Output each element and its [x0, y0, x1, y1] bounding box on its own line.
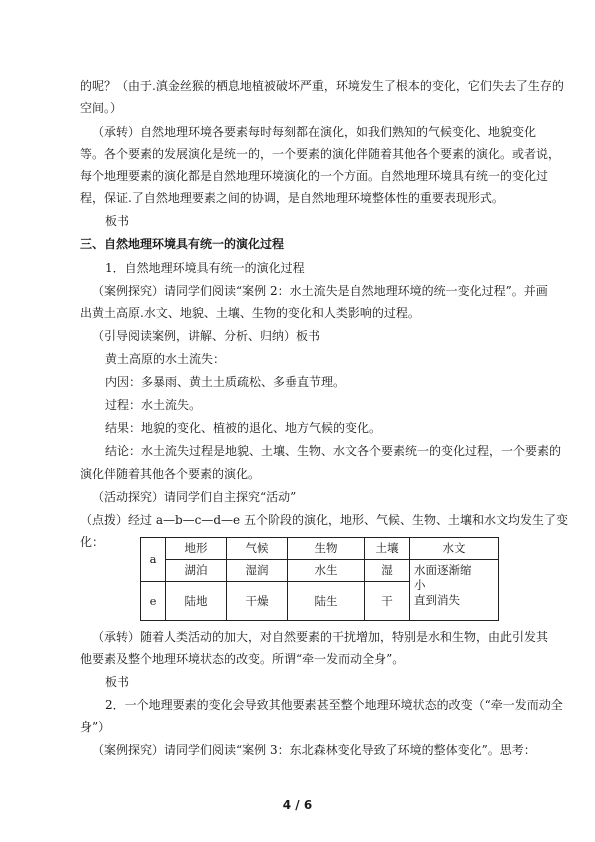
water-text-line: 水面逐渐缩: [414, 563, 472, 577]
paragraph-line: 2．一个地理要素的变化会导致其他要素甚至整个地理环境状态的改变（“牵一发而动全: [105, 698, 563, 712]
paragraph-line: 等。各个要素的发展演化是统一的，一个要素的演化伴随着其他各个要素的演化。或者说，: [80, 147, 561, 161]
paragraph-line: 黄土高原的水土流失：: [105, 352, 226, 366]
table-cell: 干燥: [227, 582, 288, 621]
water-text-line: 直到消失: [414, 593, 460, 607]
paragraph-line: 出黄土高原.水文、地貌、土壤、生物的变化和人类影响的过程。: [80, 306, 420, 320]
table-cell: 陆地: [166, 582, 227, 621]
paragraph-line: （点拨）经过 a—b—c—d—e 五个阶段的演化，地形、气候、生物、土壤和水文均发生了变: [80, 513, 568, 527]
paragraph-line: （案例探究）请同学们阅读“案例 3：东北森林变化导致了环境的整体变化”。思考：: [92, 743, 536, 757]
water-cell: [410, 560, 499, 621]
paragraph-line: 空间。）: [80, 101, 123, 115]
board-note: 板书: [105, 675, 130, 689]
table-header: 生物: [288, 538, 365, 560]
paragraph-line: 过程：水土流失。: [105, 398, 202, 412]
stage-label-e: e: [141, 582, 166, 621]
paragraph-line: 程，保证.了自然地理要素之间的协调，是自然地理环境整体性的重要表现形式。: [80, 191, 504, 205]
page-number: 4 / 6: [282, 798, 313, 812]
board-note: 板书: [105, 214, 130, 228]
table-cell: 水生: [288, 560, 365, 582]
paragraph-line: （承转）随着人类活动的加大，对自然要素的干扰增加，特别是水和生物，由此引发其: [92, 630, 549, 644]
water-text-line: 小: [414, 578, 426, 592]
paragraph-line: 内因：多暴雨、黄土土质疏松、多垂直节理。: [105, 375, 346, 389]
stage-label-a: a: [141, 538, 166, 582]
evolution-table: [140, 537, 499, 621]
table-cell: 湖泊: [166, 560, 227, 582]
table-cell: 干: [365, 582, 410, 621]
table-cell: 湿润: [227, 560, 288, 582]
paragraph-line: 的呢？（由于.滇金丝猴的栖息地植被破坏严重，环境发生了根本的变化，它们失去了生存的: [80, 79, 564, 93]
paragraph-line: 身”）: [80, 720, 111, 734]
paragraph-line: 演化伴随着其他各个要素的演化。: [80, 467, 261, 481]
paragraph-line: 他要素及整个地理环境状态的改变。所谓“牵一发而动全身”。: [80, 652, 405, 666]
paragraph-line: （活动探究）请同学们自主探究“活动”: [92, 490, 297, 504]
table-header: 地形: [166, 538, 227, 560]
table-header: 土壤: [365, 538, 410, 560]
table-header: 水文: [410, 538, 499, 560]
table-cell: 陆生: [288, 582, 365, 621]
paragraph-line: 每个地理要素的演化都是自然地理环境演化的一个方面。自然地理环境具有统一的变化过: [80, 169, 549, 183]
subsection-heading: 1．自然地理环境具有统一的演化过程: [105, 261, 305, 275]
paragraph-line: （引导阅读案例，讲解、分析、归纳）板书: [92, 329, 321, 343]
paragraph-line: 化：: [80, 535, 105, 549]
paragraph-line: 结果：地貌的变化、植被的退化、地方气候的变化。: [105, 421, 382, 435]
table-cell: 湿: [365, 560, 410, 582]
section-heading: 三、自然地理环境具有统一的演化过程: [80, 237, 285, 251]
paragraph-line: 结论：水土流失过程是地貌、土壤、生物、水文各个要素统一的变化过程，一个要素的: [105, 444, 562, 458]
paragraph-line: （承转）自然地理环境各要素每时每刻都在演化，如我们熟知的气候变化、地貌变化: [92, 125, 537, 139]
table-header: 气候: [227, 538, 288, 560]
paragraph-line: （案例探究）请同学们阅读“案例 2：水土流失是自然地理环境的统一变化过程”。并画: [92, 284, 548, 298]
